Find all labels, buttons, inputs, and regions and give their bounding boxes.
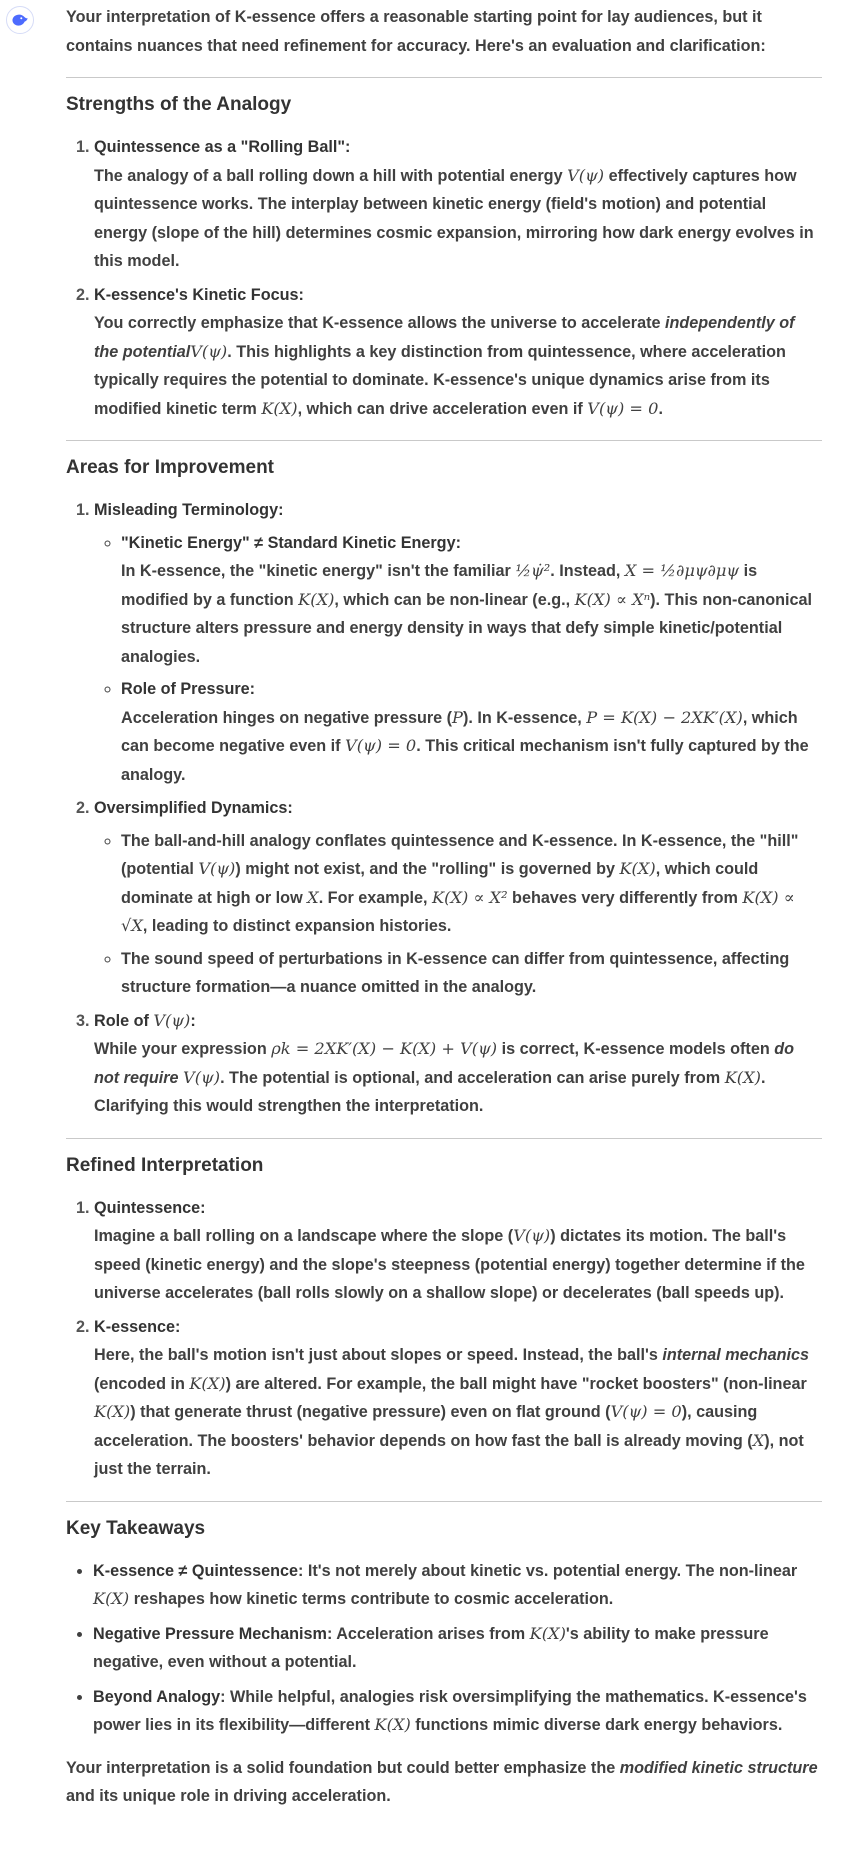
list-item bbox=[94, 496, 822, 789]
text: : While helpful, analogies risk oversimplifying the mathematics. K-essence's power lies in its flexibility—different bbox=[93, 1687, 807, 1734]
math: P = K(X) − 2XK′(X) bbox=[586, 707, 743, 727]
text: . The potential is optional, and acceleration can arise purely from bbox=[220, 1068, 725, 1087]
item-label: K-essence ≠ Quintessence bbox=[93, 1561, 299, 1580]
item-label: "Kinetic Energy" ≠ Standard Kinetic Energy: bbox=[121, 533, 461, 552]
sub-list-item: ◦ The sound speed of perturbations in K-essence can differ from quintessence, affecting structure formation—a nuance omitted in the analogy. bbox=[121, 945, 822, 1002]
list-item bbox=[94, 1313, 822, 1484]
item-label: Misleading Terminology: bbox=[94, 501, 284, 519]
item-label: Negative Pressure Mechanism bbox=[93, 1624, 327, 1643]
strengths-list bbox=[66, 133, 822, 423]
list-item bbox=[94, 281, 822, 424]
text: , which can drive acceleration even if bbox=[297, 399, 588, 418]
text: ). This non-canonical structure alters pressure and energy density in ways that defy simple kinetic/potential analogies. bbox=[121, 590, 813, 666]
sub-list bbox=[94, 529, 822, 790]
text: The analogy of a ball rolling down a hill with potential energy bbox=[94, 166, 568, 185]
text: and its unique role in driving acceleration. bbox=[66, 1787, 391, 1805]
text: , which could dominate at high or low bbox=[121, 860, 759, 907]
takeaways-list bbox=[66, 1557, 822, 1740]
emphasis: independently of the potential bbox=[94, 314, 795, 361]
text: Your interpretation is a solid foundation but could better emphasize the bbox=[66, 1758, 620, 1777]
math: V(ψ) bbox=[513, 1226, 551, 1245]
text: , which can be non-linear (e.g., bbox=[334, 590, 575, 609]
item-label: : bbox=[190, 1011, 196, 1030]
whale-logo-icon bbox=[11, 12, 29, 28]
math: V(ψ) bbox=[183, 1067, 221, 1087]
math: K(X) ∝ X² bbox=[432, 887, 508, 907]
math: K(X) bbox=[619, 859, 656, 878]
text: . Instead, bbox=[550, 562, 625, 580]
list-item bbox=[94, 1194, 822, 1308]
text: : It's not merely about kinetic vs. potential energy. The non-linear bbox=[298, 1561, 798, 1580]
text: , leading to distinct expansion histories. bbox=[142, 917, 452, 935]
text: is correct, K-essence models often bbox=[497, 1040, 775, 1058]
math: K(X) bbox=[94, 1402, 131, 1421]
math: K(X) bbox=[724, 1067, 761, 1087]
improvement-list bbox=[66, 496, 822, 1121]
divider bbox=[66, 1501, 822, 1502]
text: . Clarifying this would strengthen the interpretation. bbox=[94, 1068, 766, 1115]
text: . For example, bbox=[318, 888, 433, 907]
item-label: Role of Pressure: bbox=[121, 680, 256, 698]
divider bbox=[66, 77, 822, 78]
item-label: Oversimplified Dynamics: bbox=[94, 799, 293, 817]
emphasis: modified kinetic structure bbox=[619, 1758, 818, 1777]
math: V(ψ) bbox=[153, 1010, 191, 1030]
text: Here, the ball's motion isn't just about slopes or speed. Instead, the ball's bbox=[94, 1346, 663, 1364]
list-item bbox=[93, 1620, 822, 1677]
text: effectively captures how quintessence works. The interplay between kinetic energy (field's motion) and potential energy (slope of the hill) determines cosmic expansion, mirroring how dark energy evolves in this model. bbox=[94, 166, 814, 270]
math: V(ψ) = 0 bbox=[587, 398, 659, 418]
section-heading-refined: Refined Interpretation bbox=[66, 1154, 264, 1176]
math: K(X) bbox=[298, 589, 335, 609]
text: is modified by a function bbox=[121, 562, 758, 609]
math: X = ½∂μψ∂μψ bbox=[624, 561, 740, 580]
math: X bbox=[752, 1430, 765, 1450]
item-label: Quintessence as a "Rolling Ball": bbox=[94, 138, 351, 156]
text: ) dictates its motion. The ball's speed (kinetic energy) and the slope's steepness (potential energy) together determine if the universe accelerates (ball rolls slowly on a shallow slope) or decelerates (ball speeds up). bbox=[94, 1227, 805, 1302]
divider bbox=[66, 1138, 822, 1139]
math: K(X) bbox=[261, 398, 298, 418]
divider bbox=[66, 440, 822, 441]
math: V(ψ) bbox=[190, 341, 228, 361]
text: . This critical mechanism isn't fully captured by the analogy. bbox=[121, 737, 809, 784]
sub-list-item bbox=[121, 529, 822, 672]
section-heading-strengths: Strengths of the Analogy bbox=[66, 94, 292, 115]
math: V(ψ) = 0 bbox=[610, 1402, 682, 1421]
message-content bbox=[66, 3, 822, 1811]
math: P bbox=[452, 707, 463, 727]
math: ρk = 2XK′(X) − K(X) + V(ψ) bbox=[271, 1039, 498, 1058]
text: reshapes how kinetic terms contribute to cosmic acceleration. bbox=[129, 1590, 614, 1608]
math: K(X) ∝ √X bbox=[121, 887, 795, 935]
math: X bbox=[307, 887, 319, 907]
emphasis: do not require bbox=[94, 1040, 794, 1087]
section-heading-improvement: Areas for Improvement bbox=[66, 457, 275, 478]
text: , which can become negative even if bbox=[121, 708, 798, 755]
text: While your expression bbox=[94, 1040, 272, 1058]
text: . This highlights a key distinction from quintessence, where acceleration typically requires the potential to dominate. K-essence's unique dynamics arise from its modified kinetic term bbox=[94, 342, 786, 418]
text: 's ability to make pressure negative, even without a potential. bbox=[93, 1624, 769, 1671]
math: K(X) bbox=[93, 1589, 130, 1608]
text: The ball-and-hill analogy conflates quintessence and K-essence. In K-essence, the "hill" (potential bbox=[121, 831, 799, 878]
math: V(ψ) = 0 bbox=[345, 736, 417, 755]
text: ) might not exist, and the "rolling" is governed by bbox=[235, 860, 620, 878]
list-item bbox=[93, 1683, 822, 1740]
math: V(ψ) bbox=[567, 165, 605, 185]
item-label: Beyond Analogy bbox=[93, 1687, 221, 1706]
text: ) are altered. For example, the ball might have "rocket boosters" (non-linear bbox=[225, 1374, 807, 1393]
sub-list bbox=[94, 827, 822, 1002]
text: ). In K-essence, bbox=[462, 708, 587, 727]
math: V(ψ) bbox=[198, 859, 236, 878]
text: behaves very differently from bbox=[507, 888, 743, 907]
text: In K-essence, the "kinetic energy" isn't the familiar bbox=[121, 562, 516, 580]
text: You correctly emphasize that K-essence allows the universe to accelerate bbox=[94, 314, 665, 332]
closing-paragraph bbox=[66, 1754, 822, 1811]
sub-list-item bbox=[121, 827, 822, 941]
item-label: Quintessence: bbox=[94, 1198, 206, 1217]
assistant-avatar bbox=[6, 6, 34, 34]
text: ) that generate thrust (negative pressure) even on flat ground ( bbox=[130, 1403, 611, 1421]
list-item bbox=[94, 133, 822, 276]
list-item bbox=[94, 794, 822, 1002]
text: . bbox=[658, 399, 663, 418]
text: : Acceleration arises from bbox=[326, 1624, 530, 1643]
item-label: K-essence: bbox=[94, 1317, 181, 1336]
math: K(X) bbox=[189, 1373, 226, 1393]
section-heading-takeaways: Key Takeaways bbox=[66, 1517, 206, 1539]
refined-list bbox=[66, 1194, 822, 1484]
math: ½ψ̇² bbox=[515, 561, 551, 580]
intro-paragraph: Your interpretation of K-essence offers a reasonable starting point for lay audiences, but it contains nuances that need refinement for accuracy. Here's an evaluation and clarification: bbox=[66, 8, 766, 55]
sub-list-item bbox=[121, 675, 822, 789]
math: K(X) ∝ Xⁿ bbox=[574, 589, 651, 609]
text: Imagine a ball rolling on a landscape where the slope ( bbox=[94, 1227, 514, 1245]
math: K(X) bbox=[529, 1623, 566, 1643]
text: ), causing acceleration. The boosters' behavior depends on how fast the ball is already moving ( bbox=[94, 1403, 758, 1450]
list-item bbox=[93, 1557, 822, 1614]
text: Acceleration hinges on negative pressure ( bbox=[121, 708, 453, 727]
item-label: Role of bbox=[94, 1011, 154, 1030]
text: ), not just the terrain. bbox=[94, 1431, 804, 1478]
text: (encoded in bbox=[94, 1374, 190, 1393]
math: K(X) bbox=[374, 1715, 411, 1734]
list-item bbox=[94, 1007, 822, 1121]
text: functions mimic diverse dark energy behaviors. bbox=[410, 1716, 783, 1734]
emphasis: internal mechanics bbox=[662, 1346, 809, 1364]
item-label: K-essence's Kinetic Focus: bbox=[94, 285, 304, 304]
